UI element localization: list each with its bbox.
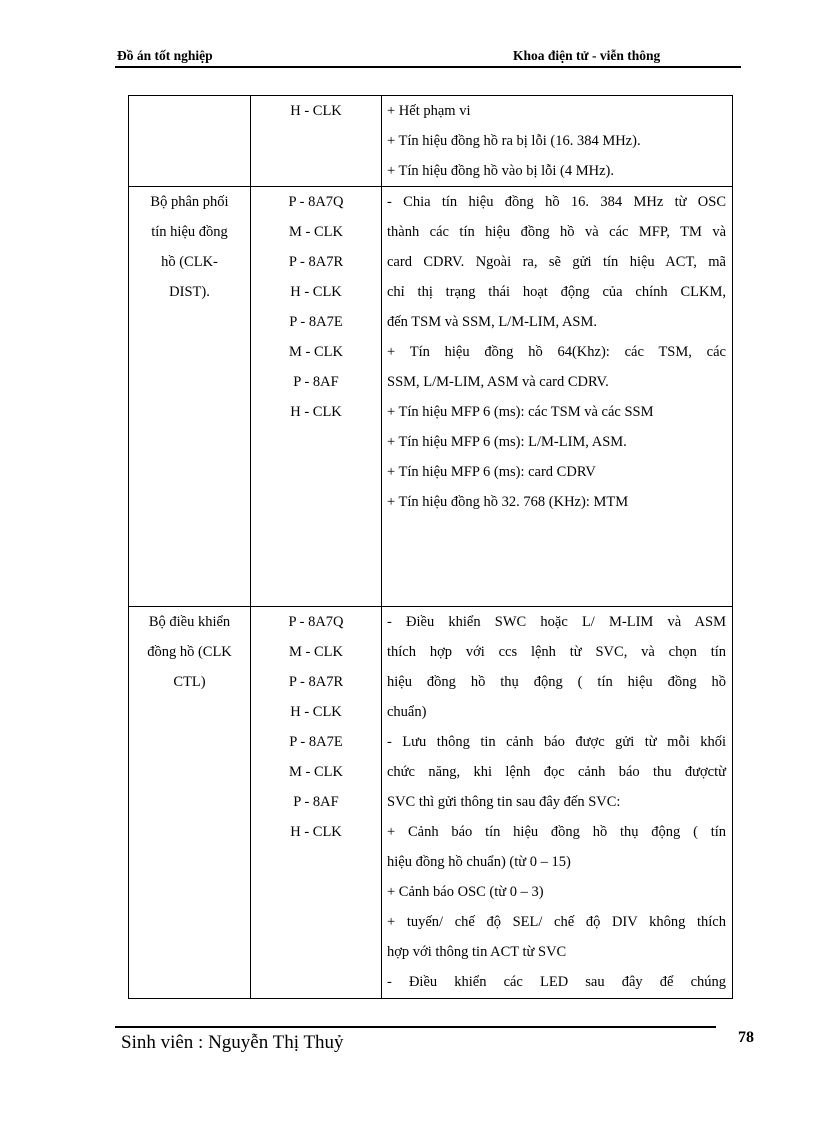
description-line: hiệu đồng hồ thụ động ( tín hiệu đồng hồ	[387, 674, 726, 690]
description-line: + Tín hiệu đồng hồ ra bị lỗi (16. 384 MHz).	[387, 133, 641, 149]
signal-name: P - 8A7R	[288, 674, 344, 690]
description-line: thành các tín hiệu đồng hồ và các MFP, TM và	[387, 224, 726, 240]
signal-name: P - 8A7Q	[288, 614, 344, 630]
header-faculty: Khoa điện tử - viễn thông	[513, 48, 661, 63]
component-name-line: DIST).	[169, 284, 210, 300]
description-line: + tuyến/ chế độ SEL/ chế độ DIV không thích	[387, 914, 726, 930]
component-name-cell	[129, 96, 251, 187]
table-row	[129, 607, 733, 999]
signal-name: H - CLK	[290, 824, 342, 840]
description-line: + Cảnh báo OSC (từ 0 – 3)	[387, 884, 544, 900]
signal-name: M - CLK	[289, 344, 343, 360]
description-line: + Tín hiệu MFP 6 (ms): các TSM và các SSM	[387, 404, 654, 420]
description-line: - Điều khiển SWC hoặc L/ M-LIM và ASM	[387, 614, 726, 630]
signal-name: H - CLK	[290, 404, 342, 420]
component-table	[128, 95, 733, 999]
signal-cell	[251, 187, 382, 607]
description-cell	[382, 187, 733, 607]
description-line: chuẩn)	[387, 704, 427, 720]
header-rule	[115, 66, 741, 68]
description-line: - Lưu thông tin cảnh báo được gửi từ mỗi khối	[387, 734, 726, 750]
signal-name: P - 8A7E	[289, 314, 343, 330]
description-line: - Chia tín hiệu đồng hồ 16. 384 MHz từ OSC	[387, 194, 726, 210]
component-name-cell	[129, 607, 251, 999]
description-line: + Tín hiệu MFP 6 (ms): card CDRV	[387, 464, 596, 480]
footer-rule	[115, 1026, 716, 1028]
description-line: + Tín hiệu MFP 6 (ms): L/M-LIM, ASM.	[387, 434, 627, 450]
description-line: chức năng, khi lệnh đọc cảnh báo thu đượctừ	[387, 764, 726, 780]
description-line: đến TSM và SSM, L/M-LIM, ASM.	[387, 314, 598, 330]
page-header	[115, 48, 740, 66]
description-line: - Điều khiển các LED sau đây để chúng	[387, 974, 726, 990]
signal-name: M - CLK	[289, 224, 343, 240]
component-name-line: Bộ điều khiển	[148, 614, 231, 630]
description-line: chỉ thị trạng thái hoạt động của chính CLKM,	[387, 284, 726, 300]
signal-name: P - 8A7Q	[288, 194, 344, 210]
description-line: hiệu đồng hồ chuẩn) (từ 0 – 15)	[387, 854, 571, 870]
component-name-line: Bộ phân phối	[150, 194, 229, 210]
signal-name: P - 8A7E	[289, 734, 343, 750]
description-line: SSM, L/M-LIM, ASM và card CDRV.	[387, 374, 609, 390]
description-line: + Hết phạm vi	[387, 103, 471, 119]
page-number: 78	[738, 1029, 754, 1046]
table-row	[129, 187, 733, 607]
component-name-line: đồng hồ (CLK	[147, 644, 232, 660]
signal-name: P - 8AF	[293, 374, 339, 390]
signal-name: M - CLK	[289, 644, 343, 660]
table-row	[129, 96, 733, 187]
signal-name: P - 8AF	[293, 794, 339, 810]
description-line: hợp với thông tin ACT từ SVC	[387, 944, 567, 960]
description-line: + Tín hiệu đồng hồ 32. 768 (KHz): MTM	[387, 494, 629, 510]
description-cell	[382, 607, 733, 999]
component-name-line: CTL)	[173, 674, 206, 690]
description-line: + Tín hiệu đồng hồ vào bị lỗi (4 MHz).	[387, 163, 614, 179]
component-name-line: tín hiệu đồng	[151, 224, 228, 240]
description-line: + Cảnh báo tín hiệu đồng hồ thụ động ( tín	[387, 824, 726, 840]
description-cell	[382, 96, 733, 187]
description-line: SVC thì gửi thông tin sau đây đến SVC:	[387, 794, 621, 810]
signal-name: H - CLK	[290, 284, 342, 300]
component-name-cell	[129, 187, 251, 607]
component-name-line: hồ (CLK-	[161, 254, 218, 270]
description-line: thích hợp với ccs lệnh từ SVC, và chọn tín	[387, 644, 726, 660]
signal-name: M - CLK	[289, 764, 343, 780]
signal-name: P - 8A7R	[288, 254, 344, 270]
footer-student-name: Sinh viên : Nguyễn Thị Thuỷ	[121, 1032, 344, 1053]
signal-cell	[251, 96, 382, 187]
signal-name: H - CLK	[290, 103, 342, 119]
description-line: card CDRV. Ngoài ra, sẽ gửi tín hiệu ACT, mã	[387, 254, 726, 270]
signal-cell	[251, 607, 382, 999]
description-line: + Tín hiệu đồng hồ 64(Khz): các TSM, các	[387, 344, 726, 360]
signal-name: H - CLK	[290, 704, 342, 720]
header-thesis-title: Đồ án tốt nghiệp	[117, 48, 213, 63]
